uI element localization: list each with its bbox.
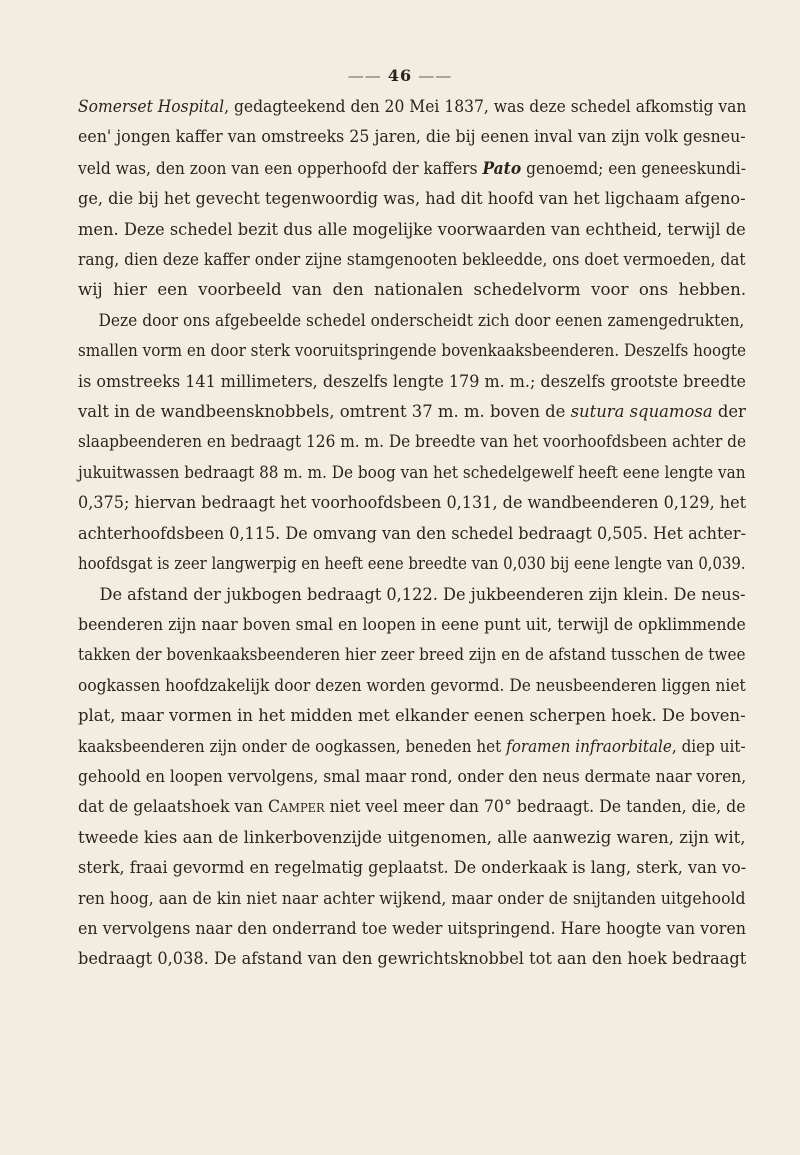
text-line bbox=[78, 640, 746, 670]
text-line bbox=[78, 792, 746, 822]
line-text: is omstreeks 141 millimeters, deszelfs lengte 179 m. m.; deszelfs grootste breedte bbox=[78, 371, 746, 391]
line-text: wij hier een voorbeeld van den nationalen schedelvorm voor ons hebben. bbox=[78, 280, 747, 300]
line-text: slaapbeenderen en bedraagt 126 m. m. De breedte van het voorhoofdsbeen achter de bbox=[78, 432, 747, 452]
text-line bbox=[78, 306, 745, 336]
line-text: smallen vorm en door sterk vooruitspringende bovenkaaksbeenderen. Deszelfs hoogte bbox=[78, 341, 747, 361]
header-dash-right: —— bbox=[412, 66, 453, 85]
line-text: tweede kies aan de linkerbovenzijde uitgenomen, alle aanwezig waren, zijn wit, bbox=[78, 827, 746, 847]
header-dash-left: —— bbox=[347, 66, 388, 85]
text-line bbox=[78, 884, 746, 914]
line-text: ge, die bij het gevecht tegenwoordig was, had dit hoofd van het ligchaam afgeno- bbox=[78, 189, 746, 209]
line-text: bedraagt 0,038. De afstand van den gewrichtsknobbel tot aan den hoek bedraagt bbox=[78, 949, 747, 969]
page-header bbox=[0, 66, 800, 85]
text-line bbox=[78, 215, 746, 245]
line-text: der bbox=[712, 402, 746, 422]
line-text: kaaksbeenderen zijn onder de oogkassen, beneden het bbox=[78, 736, 507, 756]
text-line bbox=[78, 427, 747, 457]
text-line bbox=[78, 762, 747, 792]
line-text: men. Deze schedel bezit dus alle mogelijke voorwaarden van echtheid, terwijl de bbox=[78, 219, 746, 239]
line-text: rang, dien deze kaffer onder zijne stamgenooten bekleedde, ons doet vermoeden, dat bbox=[78, 250, 746, 270]
line-text: achterhoofdsbeen 0,115. De omvang van den schedel bedraagt 0,505. Het achter- bbox=[78, 523, 747, 543]
text-line bbox=[78, 92, 747, 122]
text-line bbox=[78, 732, 746, 762]
line-text: Deze door ons afgebeelde schedel onderscheidt zich door eenen zamengedrukten, bbox=[98, 310, 745, 330]
text-line bbox=[78, 122, 746, 152]
text-line bbox=[78, 245, 746, 275]
emphasis-text: sutura squamosa bbox=[570, 402, 713, 422]
text-line bbox=[78, 519, 747, 549]
line-text: De afstand der jukbogen bedraagt 0,122. De jukbeenderen zijn klein. De neus- bbox=[99, 584, 746, 604]
line-text: , gedagteekend den 20 Mei 1837, was deze schedel afkomstig van bbox=[224, 97, 747, 116]
line-text: ren hoog, aan de kin niet naar achter wijkend, maar onder de snijtanden uitgehoold bbox=[78, 888, 746, 908]
text-line bbox=[78, 610, 746, 640]
line-text: takken der bovenkaaksbeenderen hier zeer breed zijn en de afstand tusschen de twee bbox=[78, 645, 746, 665]
text-line bbox=[78, 184, 746, 214]
line-text: beenderen zijn naar boven smal en loopen in eene punt uit, terwijl de opklimmende bbox=[78, 614, 746, 634]
text-line bbox=[78, 367, 746, 397]
line-text: hoofdsgat is zeer langwerpig en heeft eene breedte van 0,030 bij eene lengte van 0,039. bbox=[78, 554, 746, 574]
text-line bbox=[78, 944, 747, 974]
emphasis-text: Pato bbox=[482, 157, 522, 178]
line-text: 0,375; hiervan bedraagt het voorhoofdsbeen 0,131, de wandbeenderen 0,129, het bbox=[78, 493, 747, 513]
line-text: , diep uit- bbox=[671, 736, 746, 756]
line-text: gehoold en loopen vervolgens, smal maar rond, onder den neus dermate naar voren, bbox=[78, 766, 747, 786]
line-text: niet veel meer dan 70° bedraagt. De tanden, die, de bbox=[324, 797, 746, 817]
body-text bbox=[78, 92, 746, 975]
emphasis-text: Camper bbox=[267, 797, 325, 817]
line-text: oogkassen hoofdzakelijk door dezen worden gevormd. De neusbeenderen liggen niet bbox=[78, 675, 746, 695]
emphasis-text: Somerset Hospital bbox=[78, 97, 225, 116]
text-line bbox=[78, 488, 747, 518]
line-text: sterk, fraai gevormd en regelmatig geplaatst. De onderkaak is lang, sterk, van vo- bbox=[78, 858, 747, 878]
line-text: veld was, den zoon van een opperhoofd der kaffers bbox=[78, 158, 483, 178]
page-number: 46 bbox=[387, 66, 413, 85]
text-line bbox=[78, 914, 746, 944]
text-line bbox=[78, 549, 746, 579]
text-line bbox=[78, 853, 747, 883]
emphasis-text: foramen infraorbitale bbox=[506, 736, 672, 756]
text-line bbox=[78, 397, 746, 427]
text-line bbox=[78, 275, 746, 305]
text-line bbox=[78, 701, 746, 731]
line-text: genoemd; een geneeskundi- bbox=[521, 158, 746, 178]
line-text: jukuitwassen bedraagt 88 m. m. De boog van het schedelgewelf heeft eene lengte van bbox=[78, 462, 746, 482]
text-line bbox=[78, 823, 746, 853]
line-text: plat, maar vormen in het midden met elkander eenen scherpen hoek. De boven- bbox=[78, 706, 746, 726]
text-line bbox=[78, 336, 747, 366]
line-text: en vervolgens naar den onderrand toe weder uitspringend. Hare hoogte van voren bbox=[78, 918, 746, 938]
line-text: dat de gelaatshoek van bbox=[78, 797, 268, 817]
text-line bbox=[78, 458, 746, 488]
text-line bbox=[78, 580, 746, 610]
line-text: een' jongen kaffer van omstreeks 25 jaren, die bij eenen inval van zijn volk gesneu- bbox=[78, 127, 746, 147]
text-line bbox=[78, 153, 746, 184]
text-line bbox=[78, 671, 746, 701]
line-text: valt in de wandbeensknobbels, omtrent 37 m. m. boven de bbox=[78, 402, 571, 422]
